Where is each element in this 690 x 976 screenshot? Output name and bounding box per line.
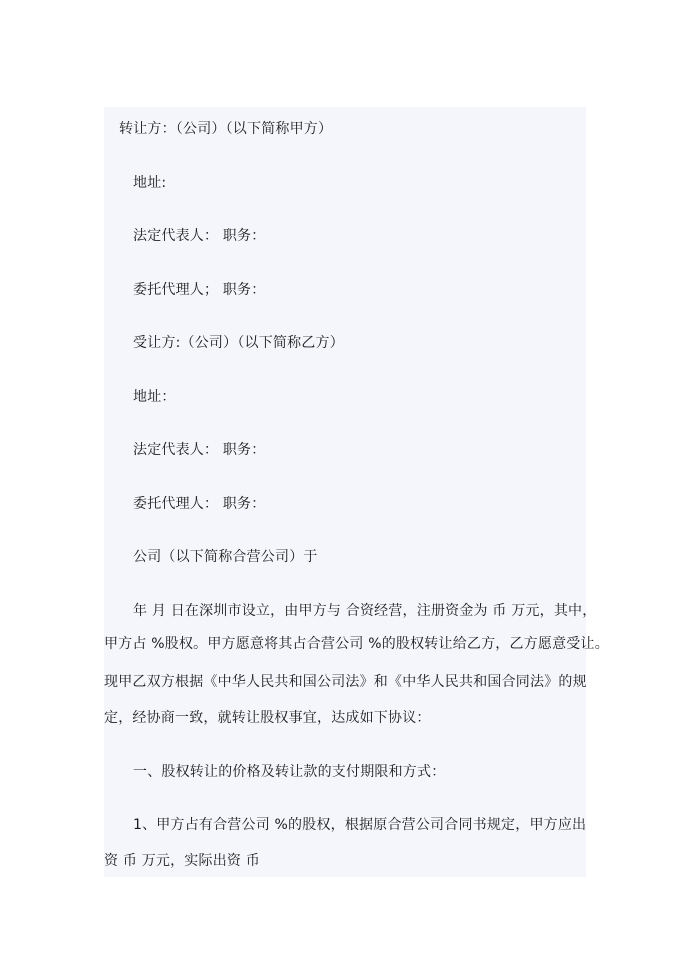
transferor-legal-rep: 法定代表人： 职务： bbox=[133, 228, 266, 244]
transferee-legal-rep: 法定代表人： 职务： bbox=[133, 442, 266, 458]
transferor-agent: 委托代理人； 职务： bbox=[133, 282, 266, 298]
clause-1-line-2: 资 币 万元，实际出资 币 bbox=[104, 853, 260, 869]
paragraph-line-1: 年 月 日在深圳市设立，由甲方与 合资经营，注册资金为 币 万元，其中， bbox=[133, 603, 597, 619]
transferee-line: 受让方:（公司）（以下简称乙方） bbox=[133, 335, 344, 351]
transferor-address: 地址: bbox=[133, 175, 167, 191]
company-line: 公司（以下简称合营公司）于 bbox=[133, 549, 318, 565]
section-heading-1: 一、股权转让的价格及转让款的支付期限和方式： bbox=[133, 764, 446, 780]
paragraph-line-2: 甲方占 %股权。甲方愿意将其占合营公司 %的股权转让给乙方，乙方愿意受让。 bbox=[104, 636, 609, 652]
transferor-line: 转让方：（公司）（以下简称甲方） bbox=[119, 121, 333, 137]
transferee-address: 地址： bbox=[133, 389, 176, 405]
clause-1-line-1: 1、甲方占有合营公司 %的股权，根据原合营公司合同书规定，甲方应出 bbox=[133, 817, 587, 833]
paragraph-line-3: 现甲乙双方根据《中华人民共和国公司法》和《中华人民共和国合同法》的规 bbox=[104, 674, 587, 690]
paragraph-line-4: 定，经协商一致，就转让股权事宜，达成如下协议： bbox=[104, 710, 431, 726]
transferee-agent: 委托代理人： 职务： bbox=[133, 496, 266, 512]
